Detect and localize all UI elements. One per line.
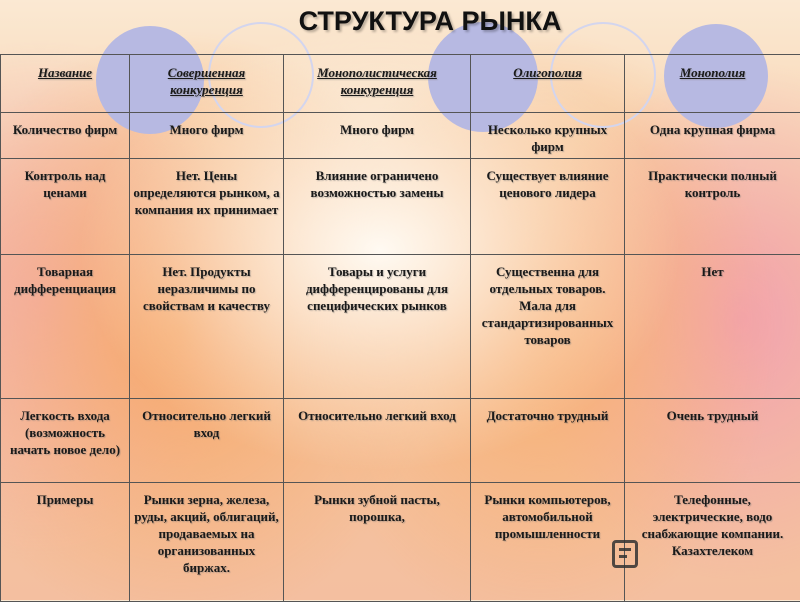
table-row (1, 255, 800, 399)
table-cell: Очень трудный (625, 399, 800, 483)
table-row (1, 483, 800, 602)
header-perfect-competition: Совершенная конкуренция (130, 55, 284, 113)
header-row (1, 55, 800, 113)
header-name: Название (1, 55, 130, 113)
header-monopoly: Монополия (625, 55, 800, 113)
table-cell: Товары и услуги дифференцированы для специфических рынков (284, 255, 471, 399)
table-cell: Относительно легкий вход (284, 399, 471, 483)
table-cell: Много фирм (284, 113, 471, 159)
table-cell: Нет (625, 255, 800, 399)
header-oligopoly: Олигополия (471, 55, 625, 113)
table-cell: Рынки компьютеров, автомобильной промышленности (471, 483, 625, 602)
table-cell: Влияние ограничено возможностью замены (284, 159, 471, 255)
table-cell: Практически полный контроль (625, 159, 800, 255)
table-cell: Существует влияние ценового лидера (471, 159, 625, 255)
table-cell: Относительно легкий вход (130, 399, 284, 483)
row-label: Количество фирм (1, 113, 130, 159)
table-cell: Телефонные, электрические, водо снабжающие компании. Казахтелеком (625, 483, 800, 602)
table-cell: Достаточно трудный (471, 399, 625, 483)
table-cell: Несколько крупных фирм (471, 113, 625, 159)
table-cell: Существенна для отдельных товаров. Мала для стандартизированных товаров (471, 255, 625, 399)
header-monopolistic-competition: Монополистическая конкуренция (284, 55, 471, 113)
table-row (1, 399, 800, 483)
table-cell: Рынки зерна, железа, руды, акций, облигаций, продаваемых на организованных биржах. (130, 483, 284, 602)
row-label: Товарная дифференциация (1, 255, 130, 399)
row-label: Легкость входа (возможность начать новое дело) (1, 399, 130, 483)
table-cell: Одна крупная фирма (625, 113, 800, 159)
market-structure-table (0, 54, 800, 602)
table-cell: Нет. Продукты неразличимы по свойствам и качеству (130, 255, 284, 399)
table-cell: Нет. Цены определяются рынком, а компания их принимает (130, 159, 284, 255)
table-cell: Рынки зубной пасты, порошка, (284, 483, 471, 602)
table-row (1, 113, 800, 159)
page-title: СТРУКТУРА РЫНКА (0, 6, 800, 37)
presentation-logo-icon (612, 540, 638, 568)
row-label: Контроль над ценами (1, 159, 130, 255)
row-label: Примеры (1, 483, 130, 602)
table-cell: Много фирм (130, 113, 284, 159)
table-row (1, 159, 800, 255)
